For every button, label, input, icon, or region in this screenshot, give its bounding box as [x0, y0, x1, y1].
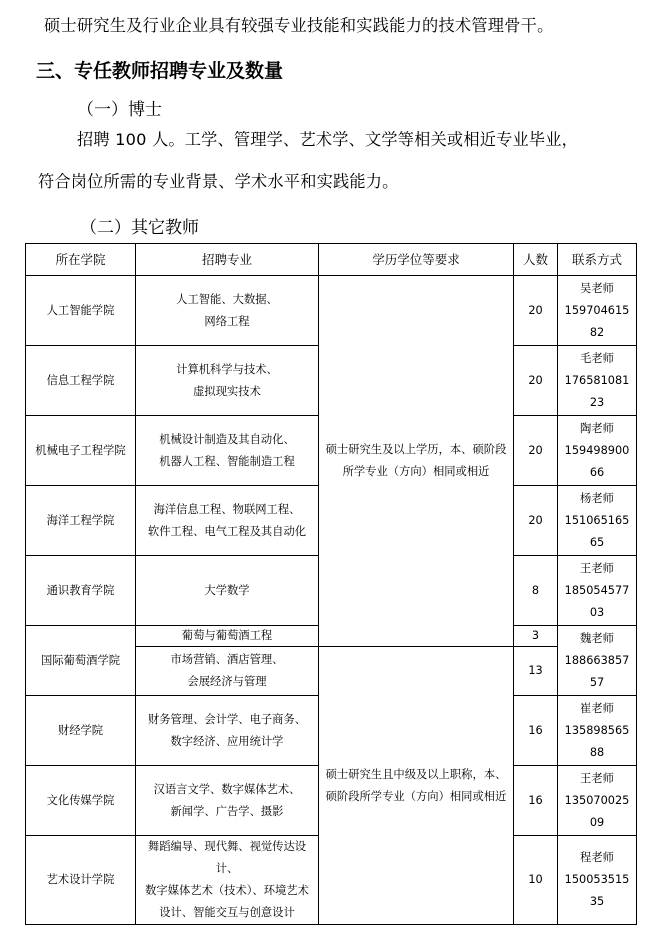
contact-cell: [558, 486, 637, 556]
college-cell: 海洋工程学院: [26, 486, 136, 556]
college-cell: 国际葡萄酒学院: [26, 626, 136, 696]
requirement-cell: [319, 647, 514, 925]
subsection-heading-other-teachers: （二）其它教师: [80, 218, 199, 238]
requirement-line: 硕士研究生且中级及以上职称，本、: [325, 767, 507, 781]
contact-cell: [558, 626, 637, 696]
major-line: 会展经济与管理: [187, 675, 267, 688]
major-line: 海洋信息工程、物联网工程、: [153, 502, 301, 516]
header-college: 所在学院: [26, 244, 136, 276]
contact-cell: [558, 696, 637, 766]
count-cell: 16: [514, 766, 558, 836]
contact-phone-part: 23: [589, 395, 605, 409]
major-cell: [136, 836, 319, 925]
count-cell: 10: [514, 836, 558, 925]
major-line: 设计、智能交互与创意设计: [159, 906, 295, 919]
major-line: 大学数学: [204, 583, 250, 597]
major-cell: [136, 486, 319, 556]
major-line: 财务管理、会计学、电子商务、: [147, 712, 307, 726]
contact-phone-part: 150053515: [564, 873, 630, 886]
count-cell: 20: [514, 486, 558, 556]
contact-name: 吴老师: [580, 281, 614, 295]
contact-cell: [558, 416, 637, 486]
contact-phone-part: 188663857: [564, 653, 630, 667]
major-line: 网络工程: [204, 314, 250, 328]
section-heading: 三、专任教师招聘专业及数量: [36, 60, 284, 82]
contact-phone-part: 57: [589, 675, 605, 689]
major-line: 数字经济、应用统计学: [170, 734, 284, 748]
contact-name: 王老师: [580, 561, 614, 575]
contact-cell: [558, 346, 637, 416]
major-line: 人工智能、大数据、: [176, 292, 278, 306]
college-cell: 文化传媒学院: [26, 766, 136, 836]
count-cell: 3: [514, 626, 558, 647]
contact-phone-part: 88: [589, 745, 605, 759]
major-line: 市场营销、酒店管理、: [170, 653, 284, 666]
count-cell: 16: [514, 696, 558, 766]
requirement-line: 所学专业（方向）相同或相近: [342, 465, 490, 478]
contact-name: 陶老师: [580, 421, 614, 435]
contact-phone-part: 159498900: [564, 443, 630, 457]
count-cell: 20: [514, 416, 558, 486]
contact-name: 王老师: [580, 771, 614, 785]
header-major: 招聘专业: [136, 244, 319, 276]
major-cell: [136, 766, 319, 836]
major-cell: [136, 626, 319, 647]
major-line: 机器人工程、智能制造工程: [159, 454, 295, 468]
major-line: 虚拟现实技术: [193, 384, 261, 398]
college-cell: 人工智能学院: [26, 276, 136, 346]
major-line: 舞蹈编导、现代舞、视觉传达设计、: [147, 840, 307, 875]
major-line: 软件工程、电气工程及其自动化: [147, 524, 307, 538]
contact-phone-part: 82: [589, 325, 605, 339]
major-cell: [136, 556, 319, 626]
contact-phone-part: 65: [589, 535, 605, 549]
major-line: 数字媒体艺术（技术）、环境艺术: [145, 884, 309, 897]
count-cell: 13: [514, 647, 558, 696]
header-requirement: 学历学位等要求: [319, 244, 514, 276]
major-line: 汉语言文学、数字媒体艺术、: [153, 782, 301, 796]
requirement-cell: [319, 276, 514, 647]
intro-text-tail: 硕士研究生及行业企业具有较强专业技能和实践能力的技术管理骨干。: [44, 16, 554, 35]
requirement-line: 硕士研究生及以上学历，本、硕阶段: [325, 443, 507, 456]
recruitment-table: [25, 243, 637, 925]
college-cell: 艺术设计学院: [26, 836, 136, 925]
college-cell: 通识教育学院: [26, 556, 136, 626]
doctorate-paragraph-line: 符合岗位所需的专业背景、学术水平和实践能力。: [38, 172, 399, 191]
major-cell: [136, 346, 319, 416]
count-cell: 8: [514, 556, 558, 626]
subsection-heading-doctorate: （一）博士: [77, 100, 162, 120]
contact-name: 程老师: [580, 851, 614, 864]
table-row: [26, 276, 637, 346]
college-cell: 财经学院: [26, 696, 136, 766]
major-line: 葡萄与葡萄酒工程: [181, 629, 273, 642]
major-cell: [136, 647, 319, 696]
contact-cell: [558, 766, 637, 836]
college-cell: 机械电子工程学院: [26, 416, 136, 486]
college-cell: 信息工程学院: [26, 346, 136, 416]
contact-name: 毛老师: [580, 351, 614, 365]
contact-cell: [558, 276, 637, 346]
table-header-row: [26, 244, 637, 276]
count-cell: 20: [514, 276, 558, 346]
major-cell: [136, 416, 319, 486]
contact-phone-part: 159704615: [564, 303, 630, 317]
count-cell: 20: [514, 346, 558, 416]
contact-phone-part: 185054577: [564, 583, 630, 597]
contact-phone-part: 03: [589, 605, 605, 619]
major-cell: [136, 696, 319, 766]
contact-phone-part: 135070025: [564, 793, 630, 807]
major-line: 机械设计制造及其自动化、: [159, 432, 295, 446]
contact-phone-part: 176581081: [564, 373, 630, 387]
header-count: 人数: [514, 244, 558, 276]
major-cell: [136, 276, 319, 346]
major-line: 新闻学、广告学、摄影: [170, 804, 284, 818]
contact-name: 崔老师: [580, 701, 614, 715]
contact-cell: [558, 556, 637, 626]
major-line: 计算机科学与技术、: [176, 362, 278, 376]
contact-name: 杨老师: [580, 491, 614, 505]
contact-phone-part: 151065165: [564, 513, 630, 527]
header-contact: 联系方式: [558, 244, 637, 276]
contact-phone-part: 35: [589, 895, 605, 908]
requirement-line: 硕阶段所学专业（方向）相同或相近: [325, 789, 507, 803]
contact-phone-part: 135898565: [564, 723, 630, 737]
doctorate-paragraph-line: 招聘 100 人。工学、管理学、艺术学、文学等相关或相近专业毕业，: [77, 130, 579, 149]
contact-cell: [558, 836, 637, 925]
contact-name: 魏老师: [580, 631, 614, 645]
contact-phone-part: 66: [589, 465, 605, 479]
contact-phone-part: 09: [589, 815, 605, 829]
